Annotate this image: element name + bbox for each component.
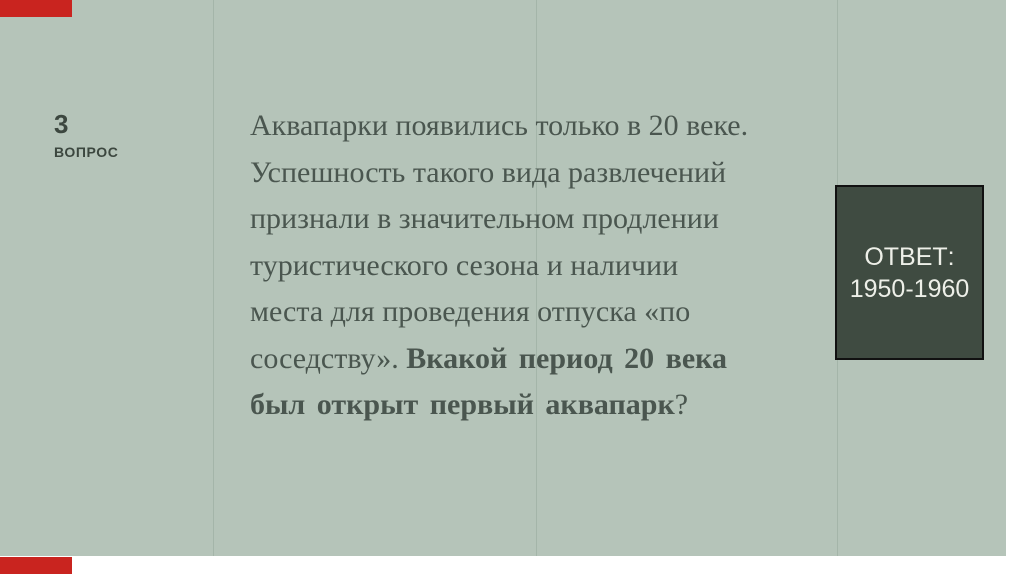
question-line: Аквапарки появились только в 20 веке. [250,109,749,142]
question-text [250,103,850,429]
question-line: места для проведения отпуска «по [250,295,691,328]
right-edge-strip [1006,0,1024,574]
question-meta [54,110,118,160]
question-line: соседству». Вкакой период 20 века [250,341,727,375]
question-line: был открыт первый аквапарк? [250,388,689,421]
corner-mark-top-left [0,0,72,17]
bottom-edge-strip [0,556,1006,574]
question-line: Успешность такого вида развлечений [250,155,727,189]
question-line: признали в значительном продлении [250,202,719,235]
question-label: ВОПРОС [54,144,119,160]
answer-label: ОТВЕТ: [864,242,955,271]
vertical-divider [213,0,214,568]
answer-box [835,185,984,360]
question-line: туристического сезона и наличии [250,248,679,282]
corner-mark-bottom-left [0,557,72,574]
question-number: 3 [54,109,69,139]
answer-value: 1950-1960 [849,274,970,303]
